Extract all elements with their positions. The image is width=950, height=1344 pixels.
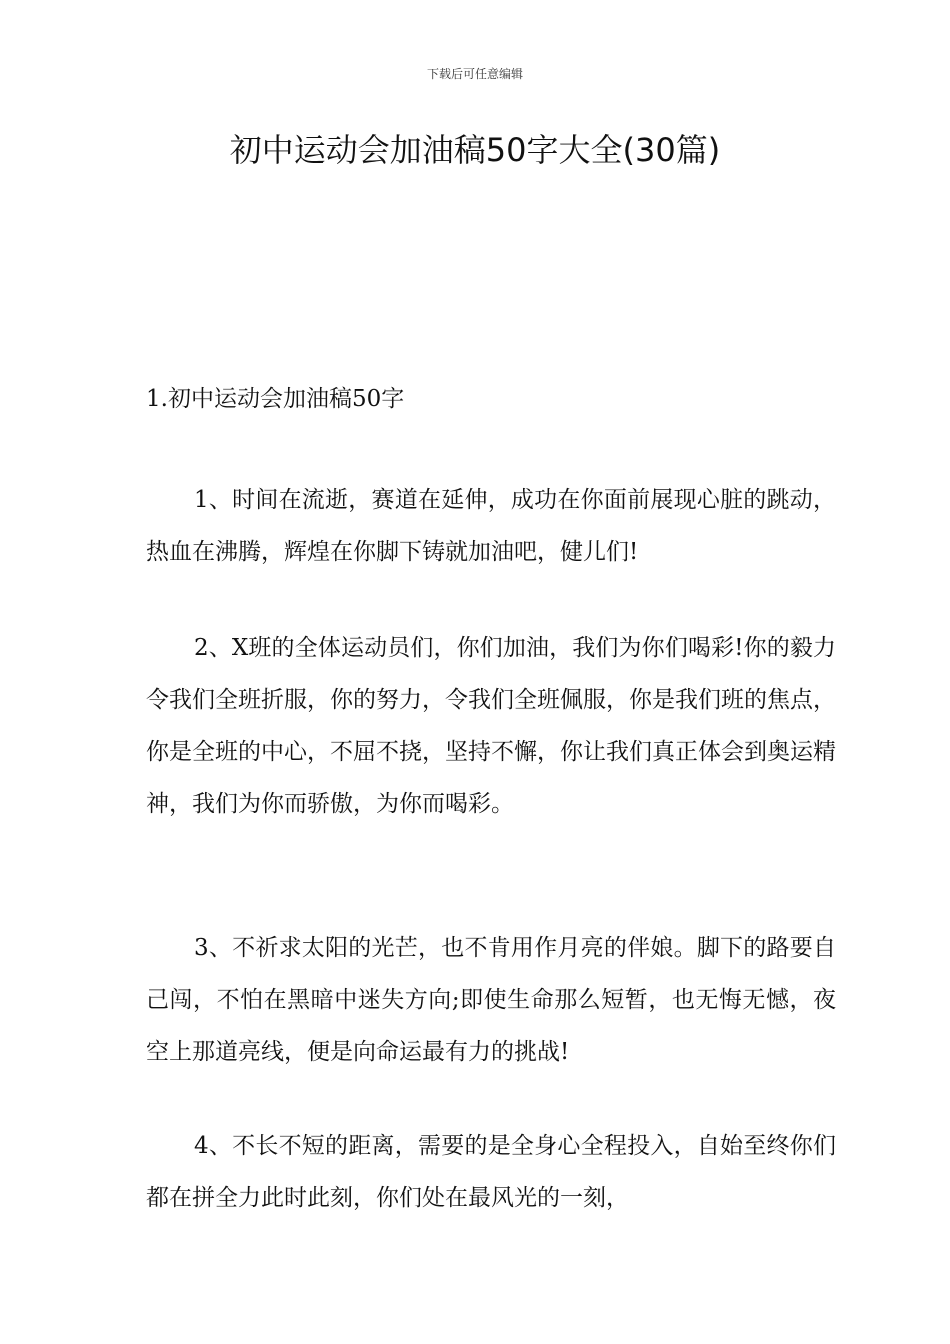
paragraph-4: 4、不长不短的距离，需要的是全身心全程投入，自始至终你们都在拼全力此时此刻，你们处在最风光的一刻， [146, 1133, 836, 1211]
paragraph-1: 1、时间在流逝，赛道在延伸，成功在你面前展现心脏的跳动，热血在沸腾，辉煌在你脚下铸就加油吧，健儿们! [146, 487, 836, 565]
paragraph-3: 3、不祈求太阳的光芒，也不肯用作月亮的伴娘。脚下的路要自己闯，不怕在黑暗中迷失方向;即使生命那么短暂，也无悔无憾，夜空上那道亮线，便是向命运最有力的挑战! [146, 935, 836, 1065]
paragraph-2: 2、X班的全体运动员们，你们加油，我们为你们喝彩!你的毅力令我们全班折服，你的努力，令我们全班佩服，你是我们班的焦点，你是全班的中心，不屈不挠，坚持不懈，你让我们真正体会到奥运精神，我们为你而骄傲，为你而喝彩。 [146, 635, 836, 817]
document-title: 初中运动会加油稿50字大全(30篇) [229, 131, 721, 169]
header-note: 下载后可任意编辑 [426, 67, 523, 81]
section-heading: 1.初中运动会加油稿50字 [146, 386, 405, 412]
